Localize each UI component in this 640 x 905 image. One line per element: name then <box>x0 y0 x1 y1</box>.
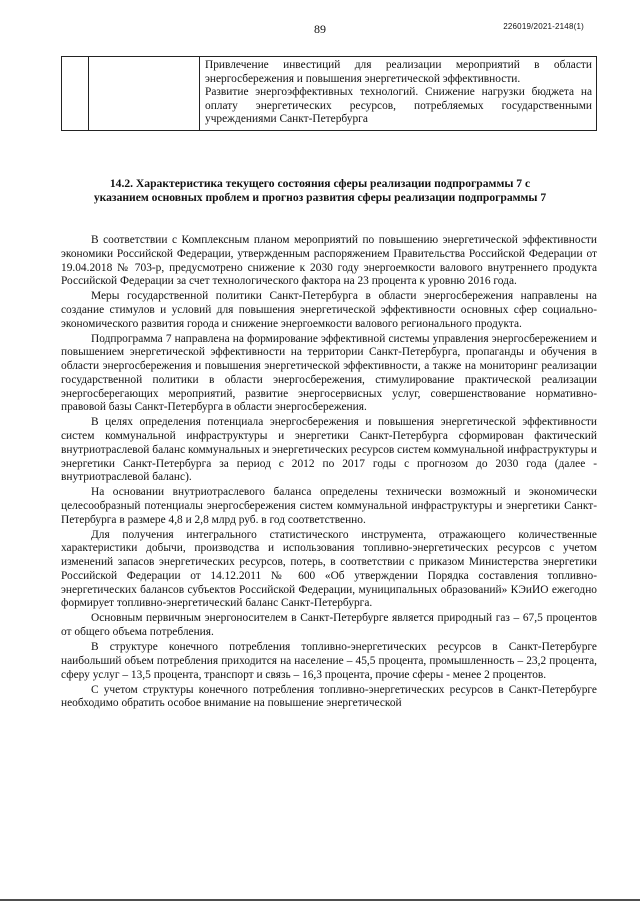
table-cell-name <box>89 57 200 131</box>
paragraph: Основным первичным энергоносителем в Санкт-Петербурге является природный газ – 67,5 процентов от общего объема потребления. <box>61 612 597 639</box>
page-number: 89 <box>314 22 326 36</box>
table-cell-number <box>62 57 89 131</box>
section-heading: 14.2. Характеристика текущего состояния сферы реализации подпрограммы 7 с указанием основных проблем и прогноз развития сферы реализации подпрограммы 7 <box>93 177 547 204</box>
body-text <box>61 234 597 712</box>
table-cell-line: Развитие энергоэффективных технологий. Снижение нагрузки бюджета на оплату энергетических ресурсов, потребляемых государственными учреждениями Санкт-Петербурга <box>205 86 592 126</box>
paragraph: Подпрограмма 7 направлена на формирование эффективной системы управления энергосбережением и повышением энергетической эффективности на территории Санкт-Петербурга, пропаганды и обучения в области энергосбережения и повышения энергетической эффективности, а также на мониторинг реализации государственной политики в области энергосбережения, стимулирование практической реализации энергосберегающих мероприятий, развитие энергосервисных услуг, совершенствование нормативно-правовой базы Санкт-Петербурга в области энергосбережения. <box>61 332 597 414</box>
paragraph: Меры государственной политики Санкт-Петербурга в области энергосбережения направлены на создание стимулов и условий для повышения энергетической эффективности основных сфер социально-экономического развития города и снижение энергоемкости валового регионального продукта. <box>61 290 597 330</box>
continued-table <box>61 56 597 131</box>
table-cell-results <box>200 57 597 131</box>
paragraph: В целях определения потенциала энергосбережения и повышения энергетической эффективности систем коммунальной инфраструктуры и энергетики Санкт-Петербурга сформирован фактический внутриотраслевой баланс коммунальных и энергетических ресурсов систем коммунальной инфраструктуры и энергетики Санкт-Петербурга за период с 2012 по 2017 годы с прогнозом до 2030 года (далее - внутриотраслевой баланс). <box>61 416 597 484</box>
table-cell-line: Привлечение инвестиций для реализации мероприятий в области энергосбережения и повышения энергетической эффективности. <box>205 59 592 85</box>
paragraph: Для получения интегрального статистического инструмента, отражающего количественные характеристики добычи, производства и использования топливно-энергетических ресурсов с учетом изменений запасов энергетических ресурсов, потерь, в соответствии с приказом Министерства энергетики Российской Федерации от 14.12.2011 № 600 «Об утверждении Порядка составления топливно-энергетических балансов субъектов Российской Федерации, муниципальных образований» КЭиИО ежегодно формирует топливно-энергетический баланс Санкт-Петербурга. <box>61 528 597 610</box>
paragraph: В структуре конечного потребления топливно-энергетических ресурсов в Санкт-Петербурге наибольший объем потребления приходится на население – 45,5 процента, промышленность – 23,2 процента, сферу услуг – 13,5 процента, транспорт и связь – 16,3 процента, прочие сферы - менее 2 процентов. <box>61 641 597 681</box>
document-id: 226019/2021-2148(1) <box>503 22 584 31</box>
table-row <box>62 57 597 131</box>
paragraph: С учетом структуры конечного потребления топливно-энергетических ресурсов в Санкт-Петербурге необходимо обратить особое внимание на повышение энергетической <box>61 683 597 710</box>
paragraph: В соответствии с Комплексным планом мероприятий по повышению энергетической эффективности экономики Российской Федерации, утвержденным распоряжением Правительства Российской Федерации от 19.04.2018 № 703-р, предусмотрено снижение к 2030 году энергоемкости валового внутреннего продукта Российской Федерации за счет технологического фактора на 23 процента к уровню 2016 года. <box>61 234 597 288</box>
scan-edge-line <box>0 899 640 901</box>
paragraph: На основании внутриотраслевого баланса определены технически возможный и экономически целесообразный потенциалы энергосбережения систем коммунальной инфраструктуры и энергетики Санкт-Петербурга в размере 4,8 и 2,8 млрд руб. в год соответственно. <box>61 486 597 526</box>
